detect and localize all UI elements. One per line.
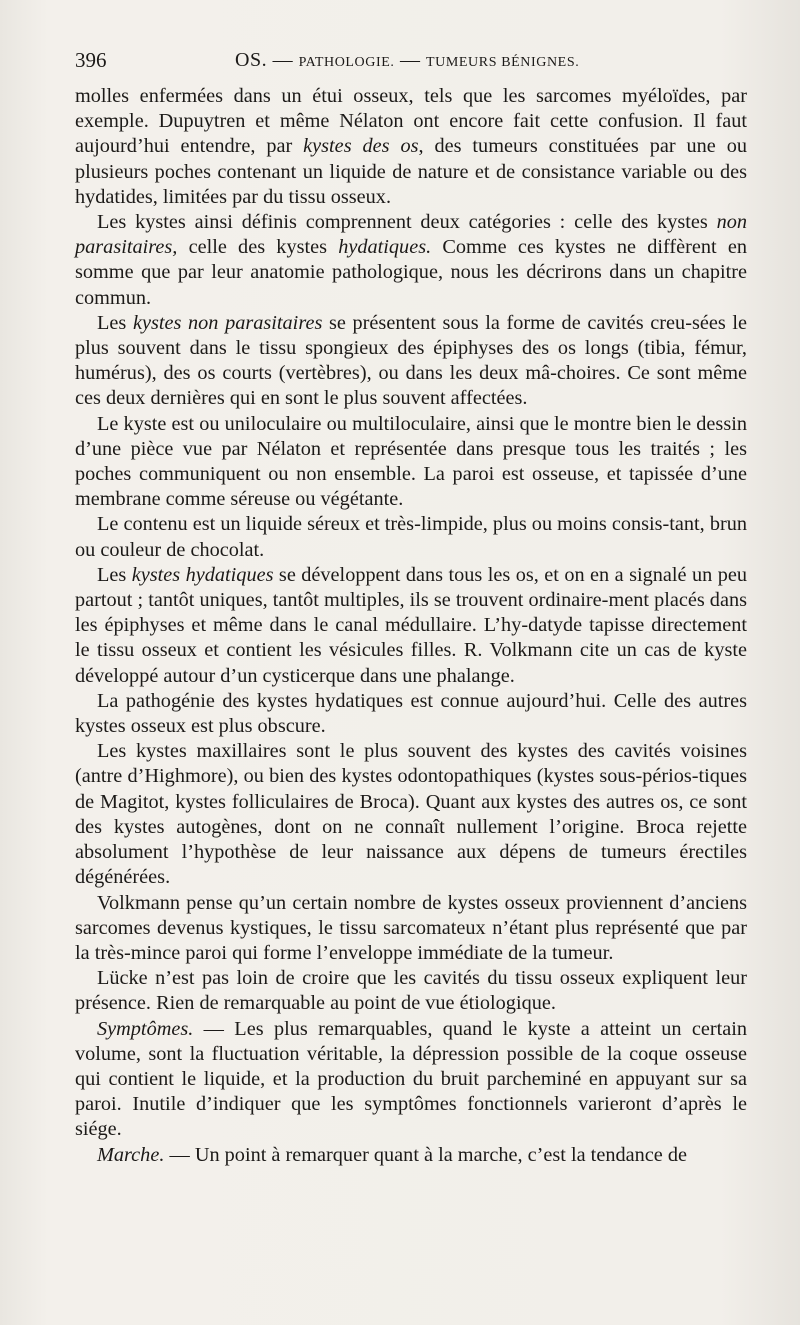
paragraph [75,210,747,311]
paragraph [75,512,747,562]
text-run: Le kyste est ou uniloculaire ou multiloculaire, ainsi que le montre bien le dessin d’une pièce vue par Nélaton et représentée dans presque tous les traités ; les poches communiquent ou non ensemble. La paroi est osseuse, et tapissée d’une membrane comme séreuse ou végétante. [75,412,747,511]
paragraph [75,563,747,689]
running-title-subsection: TUMEURS BÉNIGNES. [426,55,580,70]
paragraph [75,412,747,513]
italic-text: non parasitaires, [75,211,747,259]
text-run: Volkmann pense qu’un certain nombre de kystes osseux proviennent d’anciens sarcomes devenus kystiques, le tissu sarcomateux n’étant plus représenté que par la très-mince paroi qui forme l’enveloppe immédiate de la tumeur. [75,891,747,964]
paragraph [75,1017,747,1143]
italic-text: hydatiques. [338,236,432,259]
paragraph [75,966,747,1016]
text-run: Comme ces kystes ne diffèrent en somme que par leur anatomie pathologique, nous les décrirons dans un chapitre commun. [75,236,747,309]
text-run: Les [97,563,132,586]
text-run: Le contenu est un liquide séreux et très-limpide, plus ou moins consis-tant, brun ou couleur de chocolat. [75,513,748,561]
text-run: Lücke n’est pas loin de croire que les cavités du tissu osseux expliquent leur présence. Rien de remarquable au point de vue étiologique. [75,967,747,1015]
page-number: 396 [75,48,107,72]
paragraph [75,739,747,890]
text-run: se développent dans tous les os, et on en a signalé un peu partout ; tantôt uniques, tantôt multiples, ils se trouvent ordinaire-ment placés dans les épiphyses et même dans le canal médullaire. L’hy-datyde tapisse directement le tissu osseux et contient les vésicules filles. R. Volkmann cite un cas de kyste développé autour d’un cysticerque dans une phalange. [75,563,747,687]
paragraph [75,84,747,210]
text-run: se présentent sous la forme de cavités creu-sées le plus souvent dans le tissu spongieux des épiphyses des os longs (tibia, fémur, humérus), des os courts (vertèbres), ou dans les deux mâ-choires. Ce sont même ces deux dernières qui en sont le plus souvent affectées. [75,311,748,410]
text-run: , des tumeurs constituées par une ou plusieurs poches contenant un liquide de nature et de consistance variable ou des hydatides, limitées par du tissu osseux. [75,135,747,208]
paragraph [75,689,747,739]
text-run: — Les plus remarquables, quand le kyste a atteint un certain volume, sont la fluctuation véritable, la dépression possible de la coque osseuse qui contient le liquide, et la production du bruit parcheminé en appuyant sur sa paroi. Inutile d’indiquer que les symptômes fonctionnels varieront d’après le siége. [75,1017,747,1141]
running-header [75,48,755,74]
text-run: — Un point à remarquer quant à la marche, c’est la tendance de [164,1143,687,1166]
text-run: Les [97,311,133,334]
italic-text: kystes hydatiques [131,563,274,586]
text-run: Les kystes ainsi définis comprennent deux catégories : celle des kystes [97,211,717,234]
text-run: Les kystes maxillaires sont le plus souvent des kystes des cavités voisines (antre d’Highmore), ou bien des kystes odontopathiques (kystes sous-périos-tiques de Magitot, kystes folliculaires de Broca). Quant aux kystes des autres os, ce sont des kystes autogènes, dont on ne connaît nullement l’origine. Broca rejette absolument l’hypothèse de leur naissance aux dépens de tumeurs érectiles dégénérées. [75,740,747,889]
paragraph [75,891,747,967]
running-title-separator: — [267,49,299,71]
italic-text: Symptômes. [97,1017,194,1040]
body-text [75,84,747,1168]
running-title-main: OS. [235,49,268,71]
text-run: molles enfermées dans un étui osseux, tels que les sarcomes myéloïdes, par exemple. Dupuytren et même Nélaton ont encore fait cette confusion. Il faut aujourd’hui entendre, par [75,85,747,158]
running-title-separator: — [394,49,426,71]
paragraph [75,311,747,412]
text-run: celle des kystes [177,236,339,259]
italic-text: Marche. [97,1143,165,1166]
running-title [235,49,579,72]
paragraph [75,1143,747,1168]
running-title-section: PATHOLOGIE. [298,55,395,70]
text-run: La pathogénie des kystes hydatiques est connue aujourd’hui. Celle des autres kystes osseux est plus obscure. [75,689,747,738]
italic-text: kystes des os [303,135,419,158]
italic-text: kystes non parasitaires [132,311,323,334]
